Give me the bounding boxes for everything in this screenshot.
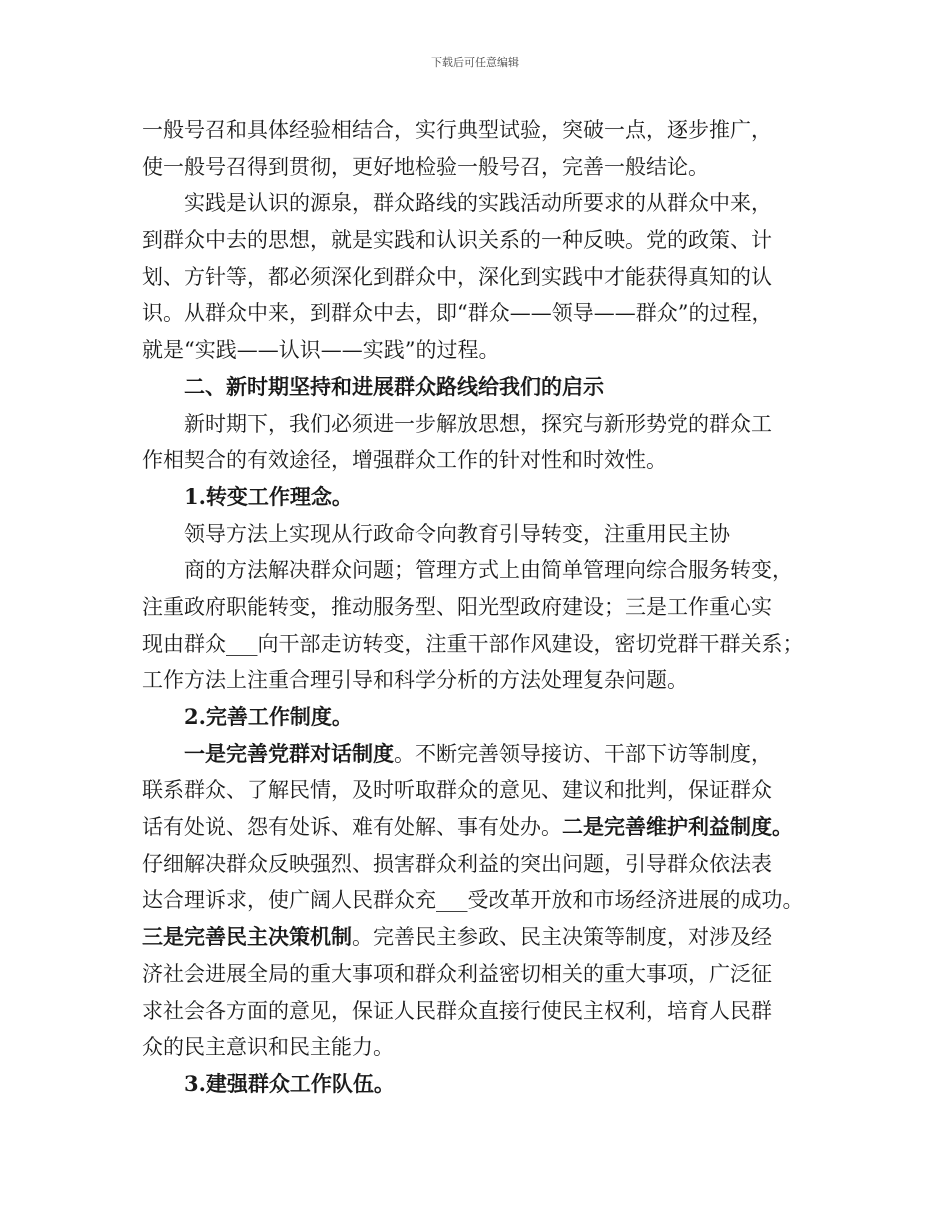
line-text: 济社会进展全局的重大事项和群众利益密切相关的重大事项，广泛征 bbox=[142, 961, 772, 986]
text-line bbox=[142, 185, 822, 222]
line-text: 达合理诉求，使广阔人民群众充___受改革开放和市场经济进展的成功。 bbox=[142, 888, 804, 913]
text-line bbox=[142, 406, 822, 443]
line-text: 商的方法解决群众问题；管理方式上由简单管理向综合服务转变， bbox=[184, 558, 793, 583]
text-line bbox=[142, 222, 822, 259]
text-line bbox=[142, 589, 822, 626]
text-line bbox=[142, 1029, 822, 1066]
text-line bbox=[142, 993, 822, 1030]
text-line bbox=[142, 662, 822, 699]
text-line bbox=[142, 919, 822, 956]
page-header: 下载后可任意编辑 bbox=[431, 56, 519, 69]
text-line bbox=[142, 809, 822, 846]
line-text: 工作方法上注重合理引导和科学分析的方法处理复杂问题。 bbox=[142, 668, 688, 693]
bold-lead: 一是完善党群对话制度 bbox=[184, 740, 394, 766]
section-heading bbox=[142, 479, 822, 516]
text-line bbox=[142, 442, 822, 479]
section-heading bbox=[142, 369, 822, 406]
text-line bbox=[142, 516, 822, 553]
line-text: 3.建强群众工作队伍。 bbox=[184, 1070, 395, 1096]
line-text: 使一般号召得到贯彻，更好地检验一般号召，完善一般结论。 bbox=[142, 154, 709, 179]
line-text: 2.完善工作制度。 bbox=[184, 704, 353, 729]
section-heading bbox=[142, 1066, 822, 1103]
text-line bbox=[142, 846, 822, 883]
text-line bbox=[142, 882, 822, 919]
line-text: 求社会各方面的意见，保证人民群众直接行使民主权利，培育人民群 bbox=[142, 998, 772, 1023]
line-text: 。完善民主参政、民主决策等制度，对涉及经 bbox=[352, 925, 772, 950]
text-line bbox=[142, 295, 822, 332]
line-text: 到群众中去的思想，就是实践和认识关系的一种反映。党的政策、计 bbox=[142, 228, 772, 253]
text-line bbox=[142, 626, 822, 663]
line-text: 领导方法上实现从行政命令向教育引导转变，注重用民主协 bbox=[184, 521, 730, 546]
line-text: 。不断完善领导接访、干部下访等制度， bbox=[394, 741, 772, 766]
line-text: 新时期下，我们必须进一步解放思想，探究与新形势党的群众工 bbox=[184, 411, 772, 436]
text-line bbox=[142, 332, 822, 369]
line-text: 众的民主意识和民主能力。 bbox=[142, 1035, 394, 1060]
text-line bbox=[142, 259, 822, 296]
line-text: 实践是认识的源泉，群众路线的实践活动所要求的从群众中来， bbox=[184, 191, 772, 216]
document-body bbox=[142, 112, 822, 1103]
line-text: 话有处说、怨有处诉、难有处解、事有处办。 bbox=[142, 815, 562, 840]
text-line bbox=[142, 736, 822, 773]
text-line bbox=[142, 149, 822, 186]
line-text: 一般号召和具体经验相结合，实行典型试验，突破一点，逐步推广， bbox=[142, 118, 772, 142]
line-text: 1.转变工作理念。 bbox=[184, 483, 353, 509]
text-line bbox=[142, 552, 822, 589]
line-text: 识。从群众中来，到群众中去，即“群众——领导——群众”的过程， bbox=[142, 301, 773, 326]
line-text: 联系群众、了解民情，及时听取群众的意见、建议和批判，保证群众 bbox=[142, 778, 772, 803]
text-line bbox=[142, 112, 822, 149]
text-line bbox=[142, 956, 822, 993]
line-text: 划、方针等，都必须深化到群众中，深化到实践中才能获得真知的认 bbox=[142, 264, 772, 289]
text-line bbox=[142, 772, 822, 809]
line-text: 注重政府职能转变，推动服务型、阳光型政府建设；三是工作重心实 bbox=[142, 594, 772, 619]
section-heading bbox=[142, 699, 822, 736]
line-text: 现由群众___向干部走访转变，注重干部作风建设，密切党群干群关系； bbox=[142, 631, 804, 656]
line-text: 二、新时期坚持和进展群众路线给我们的启示 bbox=[184, 373, 604, 399]
line-text: 作相契合的有效途径，增强群众工作的针对性和时效性。 bbox=[142, 448, 667, 473]
line-text: 仔细解决群众反映强烈、损害群众利益的突出问题，引导群众依法表 bbox=[142, 851, 772, 876]
bold-lead: 三是完善民主决策机制 bbox=[142, 924, 352, 950]
line-text: 就是“实践——认识——实践”的过程。 bbox=[142, 338, 500, 363]
bold-lead: 二是完善维护利益制度。 bbox=[562, 814, 793, 840]
